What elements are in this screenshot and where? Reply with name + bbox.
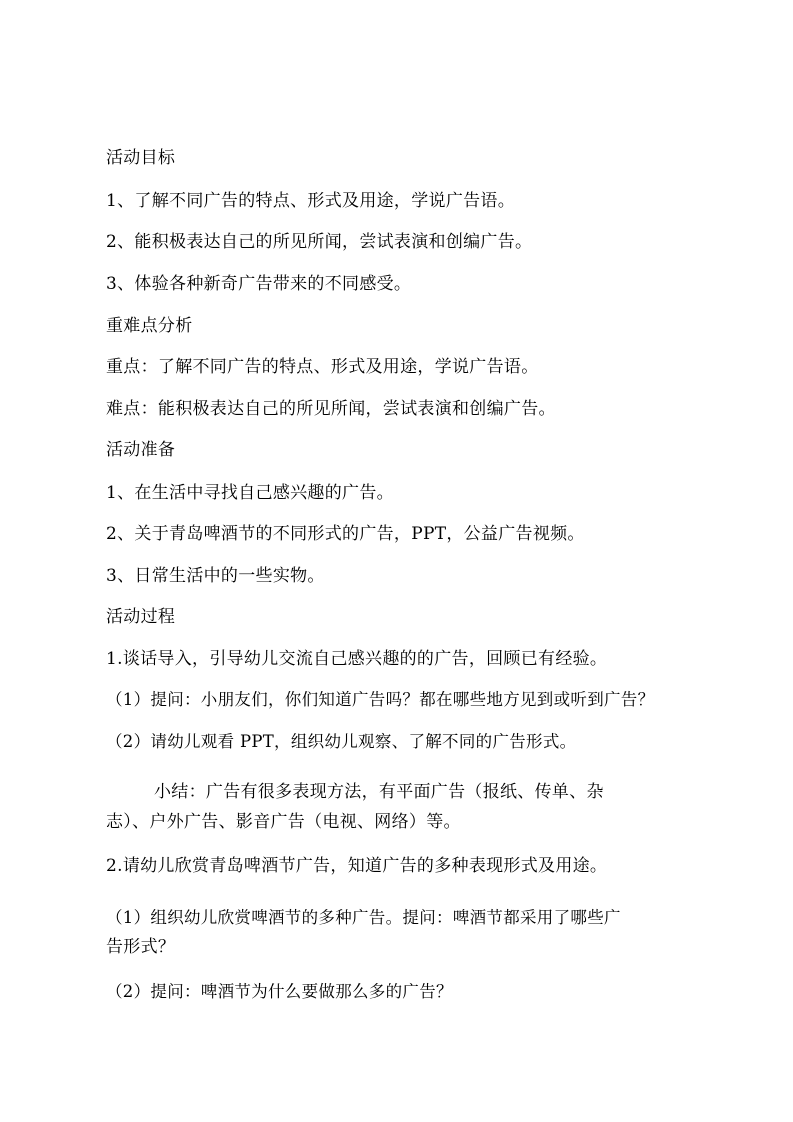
preparation-item-3: 3、日常生活中的一些实物。: [106, 566, 325, 586]
goal-item-2: 2、能积极表达自己的所见所闻，尝试表演和创编广告。: [106, 232, 533, 252]
process-step-2: 2.请幼儿欣赏青岛啤酒节广告，知道广告的多种表现形式及用途。: [106, 856, 608, 876]
process-step-2-question-1: （1）组织幼儿欣赏啤酒节的多种广告。提问：啤酒节都采用了哪些广: [106, 908, 621, 927]
heading-key-points: 重难点分析: [106, 316, 193, 336]
preparation-item-2: 2、关于青岛啤酒节的不同形式的广告，PPT，公益广告视频。: [106, 524, 585, 544]
preparation-item-1: 1、在生活中寻找自己感兴趣的广告。: [106, 483, 394, 503]
process-step-2-question-2: （2）提问：啤酒节为什么要做那么多的广告？: [106, 982, 453, 1001]
summary-line-2: 志）、户外广告、影音广告（电视、网络）等。: [106, 812, 461, 832]
process-step-1-question-1: （1）提问：小朋友们，你们知道广告吗？都在哪些地方见到或听到广告？: [106, 690, 655, 709]
goal-item-1: 1、了解不同广告的特点、形式及用途，学说广告语。: [106, 191, 516, 211]
key-point: 重点：了解不同广告的特点、形式及用途，学说广告语。: [106, 357, 539, 377]
summary-line-1: 小结：广告有很多表现方法，有平面广告（报纸、传单、杂: [154, 782, 604, 802]
heading-preparation: 活动准备: [106, 440, 176, 460]
process-step-1: 1.谈话导入，引导幼儿交流自己感兴趣的的广告，回顾已有经验。: [106, 649, 608, 669]
process-step-1-question-2: （2）请幼儿观看 PPT，组织幼儿观察、了解不同的广告形式。: [106, 732, 577, 751]
heading-activity-goals: 活动目标: [106, 148, 176, 168]
goal-item-3: 3、体验各种新奇广告带来的不同感受。: [106, 274, 412, 294]
heading-process: 活动过程: [106, 607, 176, 627]
process-step-2-question-1-cont: 告形式？: [106, 937, 176, 957]
difficult-point: 难点：能积极表达自己的所见所闻，尝试表演和创编广告。: [106, 399, 556, 419]
